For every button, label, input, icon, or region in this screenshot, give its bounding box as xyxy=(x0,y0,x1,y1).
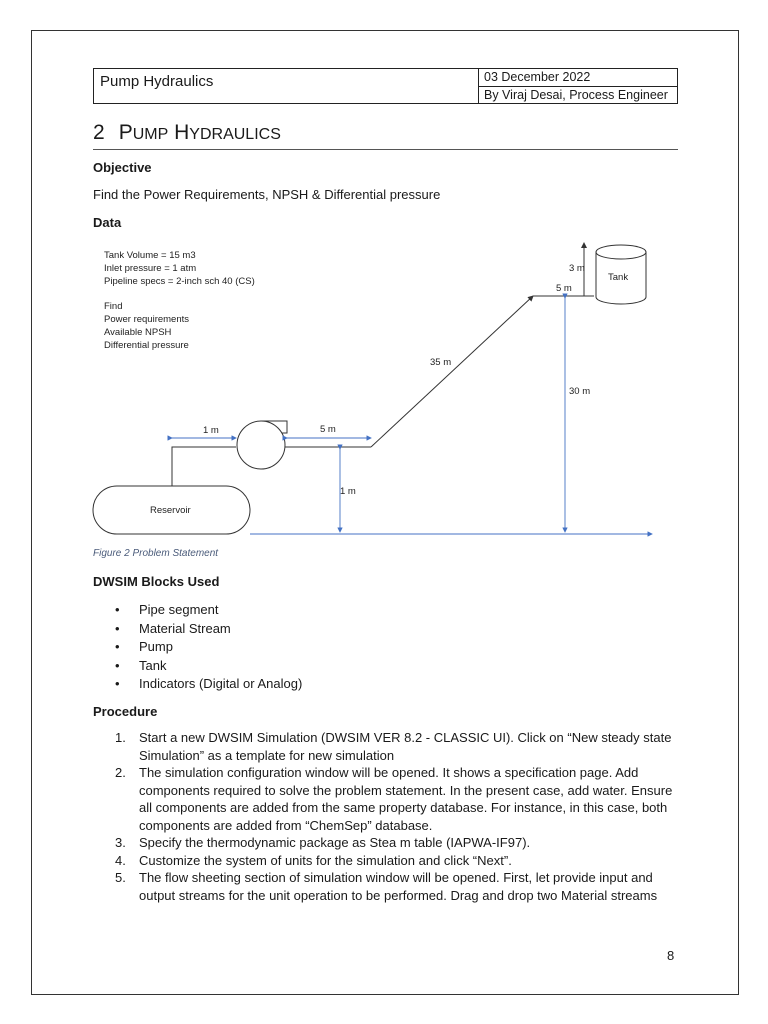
note-line: Differential pressure xyxy=(104,340,189,351)
note-line: Power requirements xyxy=(104,314,190,325)
pump-shape xyxy=(237,421,287,469)
dim-label-1m-vert: 1 m xyxy=(340,486,356,497)
section-number: 2 xyxy=(93,121,105,144)
procedure-step xyxy=(93,834,678,852)
list-item: • Pump xyxy=(93,638,302,657)
header-date: 03 December 2022 xyxy=(479,69,677,87)
dim-label-1m-left: 1 m xyxy=(203,425,219,436)
section-title-initial-2: H xyxy=(174,121,190,144)
list-item: • Material Stream xyxy=(93,620,302,639)
note-line: Inlet pressure = 1 atm xyxy=(104,263,197,274)
reservoir-label: Reservoir xyxy=(150,505,191,516)
step-number: 4. xyxy=(115,852,126,868)
step-text: Customize the system of units for the simulation and click “Next”. xyxy=(139,852,512,868)
figure-caption: Figure 2 Problem Statement xyxy=(93,548,219,559)
header-title: Pump Hydraulics xyxy=(94,69,479,103)
note-line: Find xyxy=(104,301,123,312)
step-number: 1. xyxy=(115,730,126,745)
step-text: Start a new DWSIM Simulation (DWSIM VER 8.2 - CLASSIC UI). Click on “New steady state Simulation” as a template for new simulation xyxy=(139,730,672,763)
note-line: Available NPSH xyxy=(104,327,172,338)
note-line: Pipeline specs = 2-inch sch 40 (CS) xyxy=(104,276,255,287)
blocks-list xyxy=(93,601,302,694)
dim-label-35m: 35 m xyxy=(430,357,452,368)
step-number: 3. xyxy=(115,835,126,850)
header-author: By Viraj Desai, Process Engineer xyxy=(484,87,668,102)
list-item: • Tank xyxy=(93,657,302,676)
figure-notes xyxy=(104,250,255,351)
dim-label-3m: 3 m xyxy=(569,263,585,274)
dim-label-5m-mid: 5 m xyxy=(320,424,336,435)
step-text: The flow sheeting section of simulation window will be opened. First, let provide input and output streams for the unit operation to be performed. Drag and drop two Material streams xyxy=(139,870,658,903)
section-title-rest-1: UMP xyxy=(132,126,169,143)
procedure-step xyxy=(93,869,678,904)
section-title-rest-2: YDRAULICS xyxy=(189,126,281,143)
blocks-heading: DWSIM Blocks Used xyxy=(93,574,220,589)
list-item: • Indicators (Digital or Analog) xyxy=(93,675,302,694)
step-number: 2. xyxy=(115,765,126,780)
step-text: Specify the thermodynamic package as Stea m table (IAPWA-IF97). xyxy=(139,835,531,850)
tank-label: Tank xyxy=(608,272,629,283)
procedure-steps xyxy=(93,729,678,904)
note-line: Tank Volume = 15 m3 xyxy=(104,250,196,261)
step-text: The simulation configuration window will be opened. It shows a specification page. Add components required to solve the problem statement. In the present case, add water. Ensure all components are added from the same property database. For instance, in this case, both components are added from “ChemSep” database. xyxy=(139,765,673,833)
objective-text: Find the Power Requirements, NPSH & Differential pressure xyxy=(93,187,441,202)
procedure-step xyxy=(93,852,678,870)
dim-label-30m: 30 m xyxy=(569,386,591,397)
section-title-initial-1: P xyxy=(118,121,133,144)
dim-label-5m-top: 5 m xyxy=(556,283,572,294)
step-number: 5. xyxy=(115,870,126,885)
page-number: 8 xyxy=(667,948,675,963)
procedure-step xyxy=(93,764,678,834)
objective-heading: Objective xyxy=(93,160,152,175)
procedure-step xyxy=(93,729,678,764)
procedure-heading: Procedure xyxy=(93,704,158,719)
list-item: • Pipe segment xyxy=(93,601,302,620)
data-heading: Data xyxy=(93,215,122,230)
